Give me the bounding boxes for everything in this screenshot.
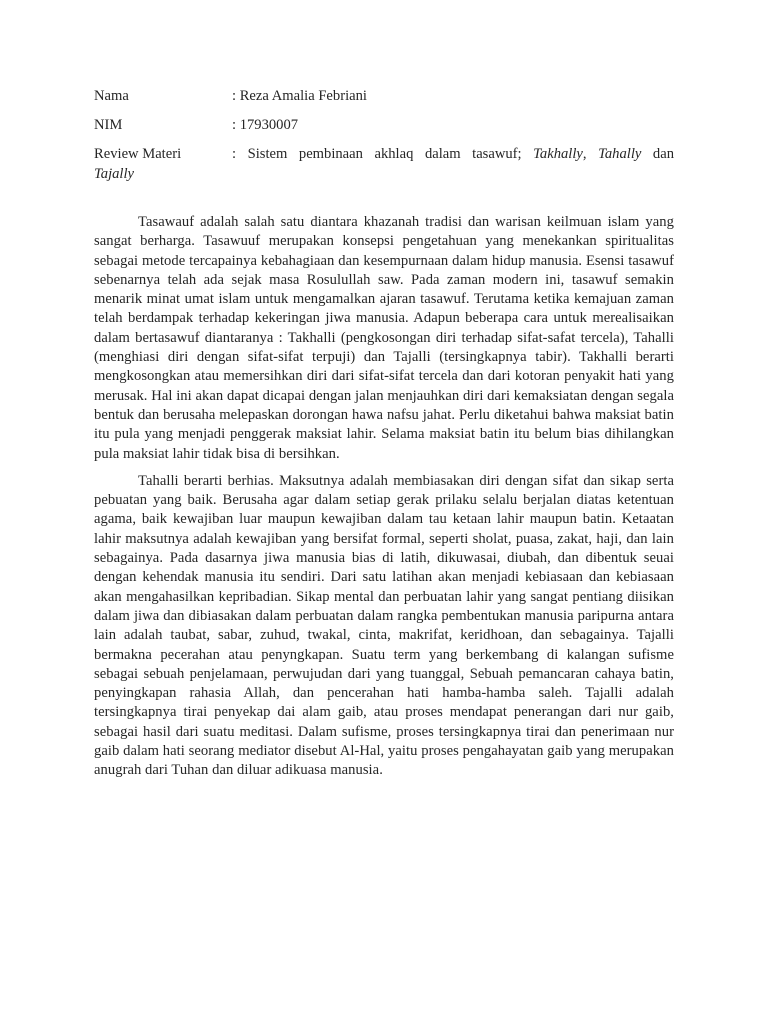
review-row (94, 144, 674, 184)
review-label: Review Materi (94, 146, 182, 162)
review-value-prefix: : Sistem pembinaan akhlaq dalam tasawuf; (232, 146, 534, 162)
nim-label: NIM (94, 117, 123, 133)
name-row (94, 86, 674, 106)
review-term-tahally: Tahally (598, 146, 642, 162)
paragraph-1: Tasawauf adalah salah satu diantara khazanah tradisi dan warisan keilmuan islam yang sangat berharga. Tasawuuf merupakan konsepsi pengetahuan yang menekankan spiritualitas sebagai metode tercapainya kebahagiaan dan kesempurnaan dalam hidup manusia. Esensi tasawuf sebenarnya telah ada sejak masa Rosulullah saw. Pada zaman modern ini, tasawuf semakin menarik minat umat islam untuk mengamalkan ajaran tasawuf. Terutama ketika kemajuan zaman telah berdampak terhadap kekeringan jiwa manusia. Adapun beberapa cara untuk merealisaikan dalam bertasawuf diantaranya : Takhalli (pengkosongan diri terhadap sifat-safat tercela), Tahalli (menghiasi diri dengan sifat-sifat terpuji) dan Tajalli (tersingkapnya tabir). Takhalli berarti mengkosongkan atau memersihkan diri dari sifat-sifat tercela dan dari kotoran penyakit hati yang merusak. Hal ini akan dapat dicapai dengan jalan menjauhkan diri dari kemaksiatan dengan segala bentuk dan berusaha melepaskan dorongan hawa nafsu jahat. Perlu diketahui bahwa maksiat batin itu pula yang menjadi penggerak maksiat lahir. Selama maksiat batin itu belum bias dihilangkan pula maksiat lahir tidak bisa di bersihkan. (94, 214, 674, 462)
review-value-separator: , (582, 146, 599, 162)
review-value-and: dan (641, 146, 675, 162)
name-label: Nama (94, 88, 129, 104)
review-term-takhally: Takhally (533, 146, 583, 162)
paragraph-2: Tahalli berarti berhias. Maksutnya adalah membiasakan diri dengan sifat dan sikap serta pebuatan yang baik. Berusaha agar dalam setiap gerak prilaku selalu berjalan diatas ketentuan agama, baik kewajiban luar maupun kewajiban dalam tau ketaan lahir maupun batin. Ketaatan lahir maksutnya adalah kewajiban yang bersifat formal, seperti sholat, puasa, zakat, haji, dan lain sebagainya. Pada dasarnya jiwa manusia bias di latih, dikuwasai, diubah, dan dibentuk seuai dengan kehendak manusia itu sendiri. Dari satu latihan akan menjadi kebiasaan dan kebiasaan akan mengahasilkan kepribadian. Sikap mental dan perbuatan lahir yang sangat pentiang diisikan dalam jiwa dan dibiasakan dalam perbuatan dalam rangka pembentukan manusia paripurna antara lain adalah taubat, sabar, zuhud, twakal, cinta, makrifat, keridhoan, dan sebagainya. Tajalli bermakna pecerahan atau penyngkapan. Suatu term yang berkembang di kalangan sufisme sebagai sebuah penjelamaan, perwujudan dari yang tuanggal, Sebuah pemancaran cahaya batin, penyingkapan rahasia Allah, dan pencerahan hati hamba-hamba saleh. Tajalli adalah tersingkapnya tirai penyekap dai alam gaib, atau proses mendapat penerangan dari nur gaib, sebagai hasil dari suatu meditasi. Dalam sufisme, proses tersingkapnya tirai dan penerimaan nur gaib dalam hati seorang mediator disebut Al-Hal, yaitu proses pengahayatan gaib yang merupakan anugrah dari Tuhan dan diluar adikuasa manusia. (94, 472, 674, 779)
review-term-tajally: Tajally (94, 166, 135, 182)
review-line (94, 144, 674, 164)
name-value: : Reza Amalia Febriani (232, 88, 367, 104)
review-value (232, 144, 674, 164)
nim-row (94, 115, 674, 135)
nim-value: : 17930007 (232, 117, 299, 133)
body-text (94, 213, 674, 781)
